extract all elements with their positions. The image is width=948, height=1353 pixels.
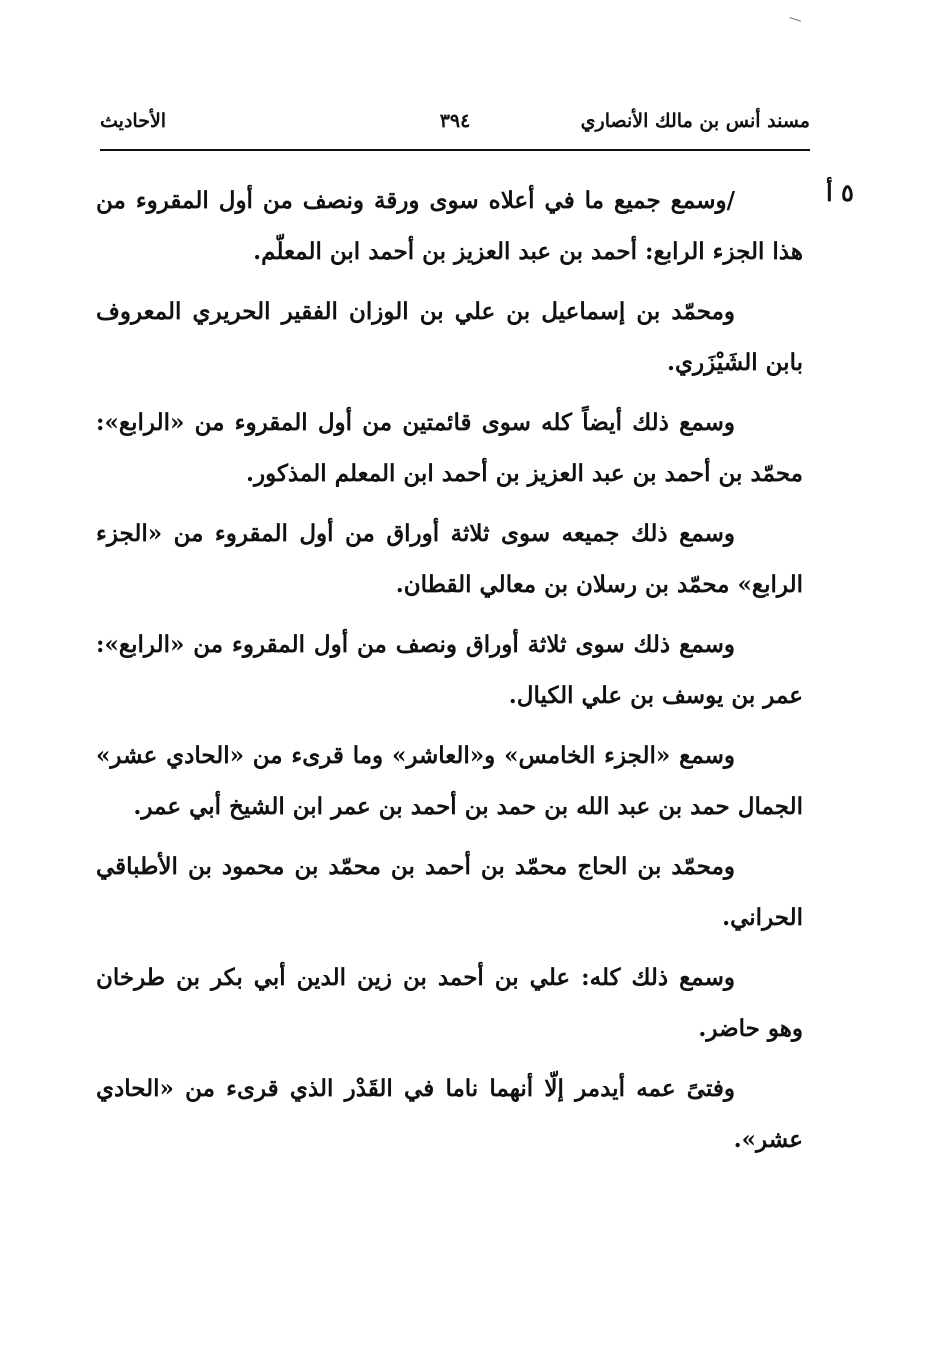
corner-mark [789, 12, 802, 21]
margin-note: ٥ أ [826, 178, 854, 207]
paragraph: ومحمّد بن الحاج محمّد بن أحمد بن محمّد بن محمود بن الأطباقي الحراني. [96, 853, 803, 931]
paragraph: وسمع «الجزء الخامس» و«العاشر» وما قرىء من «الحادي عشر» الجمال حمد بن عبد الله بن حمد بن أحمد بن عمر ابن الشيخ أبي عمر. [96, 742, 803, 820]
body-text [96, 175, 803, 1174]
header-title: مسند أنس بن مالك الأنصاري [580, 110, 810, 132]
header-rule [100, 149, 810, 151]
paragraph: وسمع ذلك سوى ثلاثة أوراق ونصف من أول المقروء من «الرابع»: عمر بن يوسف بن علي الكيال. [96, 631, 803, 709]
paragraph: وفتىً عمه أيدمر إلّا أنهما ناما في القَدْر الذي قرىء من «الحادي عشر». [96, 1075, 803, 1153]
page-number: ٣٩٤ [439, 110, 471, 132]
paragraph: وسمع ذلك كله: علي بن أحمد بن زين الدين أبي بكر بن طرخان وهو حاضر. [96, 964, 803, 1042]
paragraph: وسمع ذلك أيضاً كله سوى قائمتين من أول المقروء من «الرابع»: محمّد بن أحمد بن عبد العزيز بن أحمد ابن المعلم المذكور. [96, 409, 803, 487]
running-header [100, 110, 810, 142]
paragraph: ومحمّد بن إسماعيل بن علي بن الوزان الفقير الحريري المعروف بابن الشَيْزَري. [96, 298, 803, 376]
paragraph: /وسمع جميع ما في أعلاه سوى ورقة ونصف من أول المقروء من هذا الجزء الرابع: أحمد بن عبد العزيز بن أحمد ابن المعلّم. [96, 187, 803, 265]
paragraph: وسمع ذلك جميعه سوى ثلاثة أوراق من أول المقروء من «الجزء الرابع» محمّد بن رسلان بن معالي القطان. [96, 520, 803, 598]
header-section: الأحاديث [100, 110, 167, 132]
